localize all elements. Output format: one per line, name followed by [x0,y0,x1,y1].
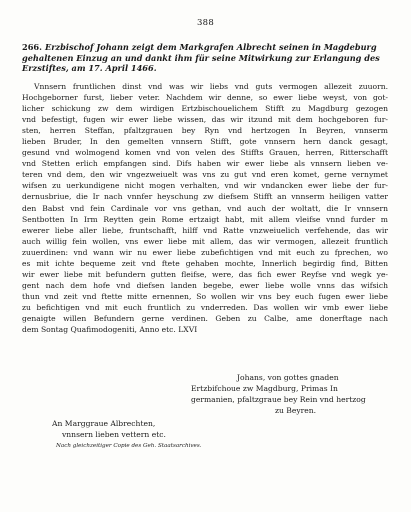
page-number: 388 [196,18,215,28]
body-line: gesund vnd wolmogend komen vnd von velen des Stiffts Grauen, herren, Ritterschafft [22,148,388,158]
body-line: gent nach dem hofe vnd diefsen landen begebe, ewer liebe wolle vnns das wifsich [22,280,388,290]
body-line: Sentbotten In Irm Reytten gein Rome ertzaigt habt, mit allem vleifse vnnd furder m [22,214,388,224]
body-line: auch willig fein wollen, vns ewer liebe mit allem, das wir vermogen, allezeit fruntlich [22,236,388,246]
body-line: teren vnd dem, den wir vngezweiuelt was vns zu gut vnd eren komet, gerne vernymet [22,170,388,180]
body-line: lieben Bruder, In den gemelten vnnsern Stifft, gote vnnsern hern danck gesagt, [22,137,388,147]
signature-line: germanien, pfaltzgraue bey Rein vnd hertzog [191,395,366,405]
body-line: Vnnsern fruntlichen dinst vnd was wir liebs vnd guts vermogen allezeit zuuorn. [34,82,388,91]
letter-body [22,81,388,335]
body-line: es mit ichte bequeme zeit vnd ftete gehaben mochte, Innerlich begirdig find, Bitten [22,258,388,268]
body-line: thun vnd zeit vnd ftette mitte ernennen, So wollen wir vns bey euch fugen ewer liebe [22,291,388,301]
body-line: zu befichtigen vnd mit euch fruntlich zu vnderreden. Das wollen wir vmb ewer liebe [22,302,388,312]
body-line: Hochgeborner furst, lieber veter. Nachdem wir denne, so ewer liebe weyst, von got- [22,93,388,103]
address-block [52,418,252,452]
body-line: wifsen zu uerkundigene nicht mogen verhalten, vnd wir vndancken ewer liebe der fur- [22,181,388,191]
body-line: zuuerdinen: vnd wann wir nu ewer liebe zubefichtigen vnd mit euch zu fprechen, wo [22,247,388,257]
body-line: den Babst vnd fein Cardinale vor vns gethan, vnd auch der woltatt, die Ir vnnsern [22,203,388,213]
body-line: licher schickung zw dem wirdigen Ertzbischouelichem Stifft zu Magdburg gezogen [22,104,388,114]
body-line: ewerer liebe aller liebe, fruntschafft, hilff vnd Ratte vnzweiuelich verfehende, das wir [22,225,388,235]
document-number: 266. [22,42,42,52]
body-line: wir ewer liebe mit befundern gutten fleifse, were, das fich ewer Reyfse vnd wegk ye- [22,269,388,279]
address-line: An Marggraue Albrechten, [52,419,156,428]
body-line: dernusbriue, die Ir nach vnnfer heyschung zw diefsem Stifft an vnnserm heiligen vatter [22,192,388,202]
body-line: vnd Stetten erlich empfangen sind. Difs haben wir ewer liebe als vnnsern lieben ve- [22,159,388,169]
document-heading-text: Erzbischof Johann zeigt dem Markgrafen Albrecht seinen in Magdeburg gehaltenen Einzug an und dankt ihm für seine Mitwirkung zur Erlangung des Erzstiftes, am 17. April 1466. [22,42,380,74]
signature-line: Johans, von gottes gnaden [237,373,339,382]
signature-block [191,372,391,416]
source-note: Nach gleichzeitiger Copie des Geh. Staatsarchives. [56,443,202,449]
signature-line: zu Beyren. [275,406,317,416]
address-line: vnnsern lieben vettern etc. [62,430,166,439]
body-line: dem Sontag Quafimodogeniti, Anno etc. LXVI [22,325,198,335]
body-line: sten, herren Steffan, pfaltzgrauen bey Ryn vnd hertzogen In Beyren, vnnserm [22,126,388,136]
document-heading [22,42,388,74]
signature-line: Ertzbifchoue zw Magdburg, Primas In [191,384,338,394]
body-line: vnd befestigt, fugen wir ewer liebe wissen, das wir itzund mit dem hochgeboren fur- [22,115,388,125]
body-line: genaigte willen Befundern gerne verdinen. Geben zu Calbe, ame donerftage nach [22,313,388,323]
